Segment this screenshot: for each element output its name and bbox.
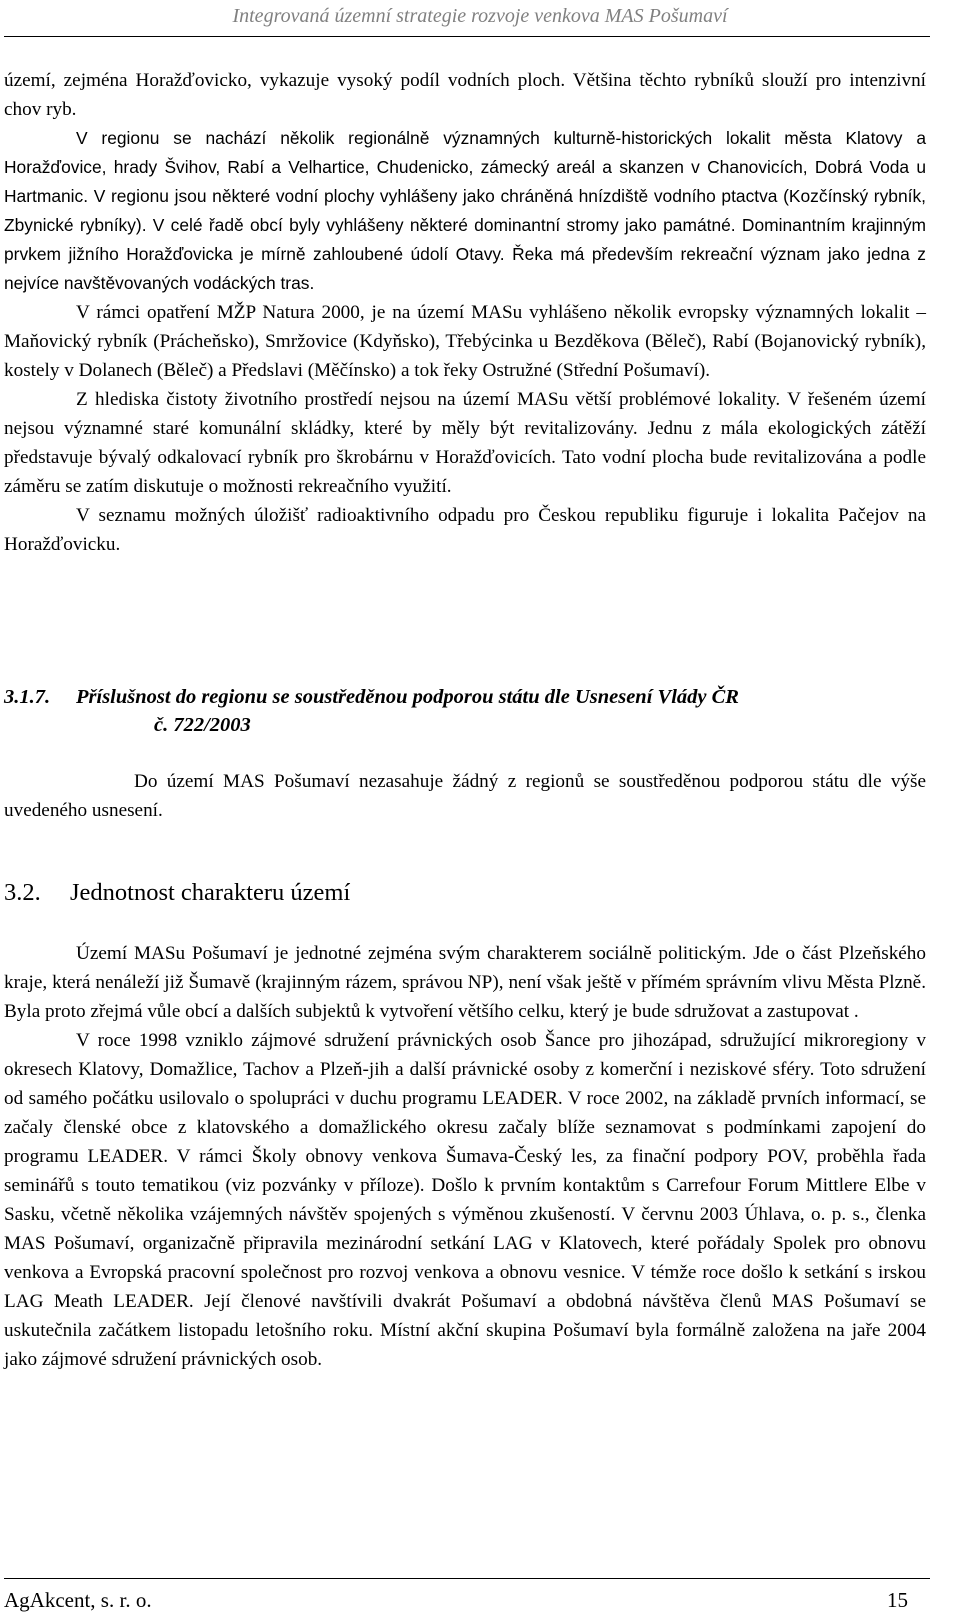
footer-divider [4,1578,930,1579]
section-heading-32 [4,878,926,908]
paragraph-3: V rámci opatření MŽP Natura 2000, je na území MASu vyhlášeno několik evropsky významných lokalit – Maňovický rybník (Prácheňsko), Smržovice (Kdyňsko), Třebýcinka u Bezděkova (Běleč), Rabí (Bojanovický rybník), kostely v Dolanech (Běleč) a Předslavi (Měčínsko) a tok řeky Ostružné (Střední Pošumaví). [4,302,926,381]
section-a-text [4,66,926,559]
paragraph-5: V seznamu možných úložišť radioaktivního odpadu pro Českou republiku figuruje i lokalita Pačejov na Horažďovicku. [4,505,926,555]
section-number: 3.1.7. [4,686,51,708]
section-title-cont: č. 722/2003 [154,714,251,736]
paragraph-1: území, zejména Horažďovicko, vykazuje vysoký podíl vodních ploch. Většina těchto rybníků slouží pro intenzivní chov ryb. [4,70,926,120]
section-number: 3.2. [4,879,41,906]
section-317-text [4,767,926,825]
paragraph-7: Území MASu Pošumaví je jednotné zejména svým charakterem sociálně politickým. Jde o část Plzeňského kraje, která nenáleží již Šumavě (krajinným rázem, správou NP), není však ještě v přímém správním vlivu Města Plzně. Byla proto zřejmá vůle obcí a dalších subjektů k vytvoření většího celku, který je bude sdružovat a zastupovat . [4,943,926,1022]
page-number: 15 [887,1588,908,1612]
running-header: Integrovaná územní strategie rozvoje venkova MAS Pošumaví [232,5,728,27]
section-title: Jednotnost charakteru území [70,879,351,906]
paragraph-8: V roce 1998 vzniklo zájmové sdružení právnických osob Šance pro jihozápad, sdružující mikroregiony v okresech Klatovy, Domažlice, Tachov a Plzeň-jih a další právnické osoby z komerční i neziskové sféry. Toto sdružení od samého počátku usilovalo o spolupráci v duchu programu LEADER. V roce 2002, na základě prvních informací, se začaly členské obce z klatovského a domažlického okresu začaly blíže seznamovat s podmínkami zapojení do programu LEADER. V rámci Školy obnovy venkova Šumava-Český les, za finační podpory POV, proběhla řada seminářů s touto tematikou (viz pozvánky v příloze). Došlo k prvním kontaktům s Carrefour Forum Mittlere Elbe v Sasku, včetně několika vzájemných návštěv spojených s výměnou zkušeností. V červnu 2003 Úhlava, o. p. s., členka MAS Pošumaví, organizačně připravila mezinárodní setkání LAG v Klatovech, které pořádaly Spolek pro obnovu venkova a Evropská pracovní společnost pro rozvoj venkova a obnovu vesnice. V témže roce došlo k setkání s irskou LAG Meath LEADER. Její členové navštívili dvakrát Pošumaví a obdobná návštěva členů MAS Pošumaví se uskutečnila začátkem listopadu letošního roku. Místní akční skupina Pošumaví byla formálně založena na jaře 2004 jako zájmové sdružení právnických osob. [4,1030,926,1370]
section-title: Příslušnost do regionu se soustředěnou podporou státu dle Usnesení Vlády ČR [76,686,739,708]
section-heading-317 [4,683,926,739]
footer-company: AgAkcent, s. r. o. [4,1588,152,1612]
paragraph-2: V regionu se nachází několik regionálně významných kulturně-historických lokalit města Klatovy a Horažďovice, hrady Švihov, Rabí a Velhartice, Chudenicko, zámecký areál a skanzen v Chanovicích, Dobrá Voda u Hartmanic. V regionu jsou některé vodní plochy vyhlášeny jako chráněná hnízdiště vodního ptactva (Kozčínský rybník, Zbynické rybníky). V celé řadě obcí byly vyhlášeny některé dominantní stromy jako památné. Dominantním krajinným prvkem jižního Horažďovicka je mírně zahloubené údolí Otavy. Řeka má především rekreační význam jako jedna z nejvíce navštěvovaných vodáckých tras. [4,128,926,293]
paragraph-4: Z hlediska čistoty životního prostředí nejsou na území MASu větší problémové lokality. V řešeném území nejsou významné staré komunální skládky, které by měly být revitalizovány. Jednu z mála ekologických zátěží představuje bývalý odkalovací rybník pro škrobárnu v Horažďovicích. Tato vodní plocha bude revitalizována a podle záměru se zatím diskutuje o možnosti rekreačního využití. [4,389,926,497]
paragraph-6: Do území MAS Pošumaví nezasahuje žádný z regionů se soustředěnou podporou státu dle výše uvedeného usnesení. [4,771,926,821]
header-divider [4,36,930,37]
section-32-text [4,939,926,1374]
